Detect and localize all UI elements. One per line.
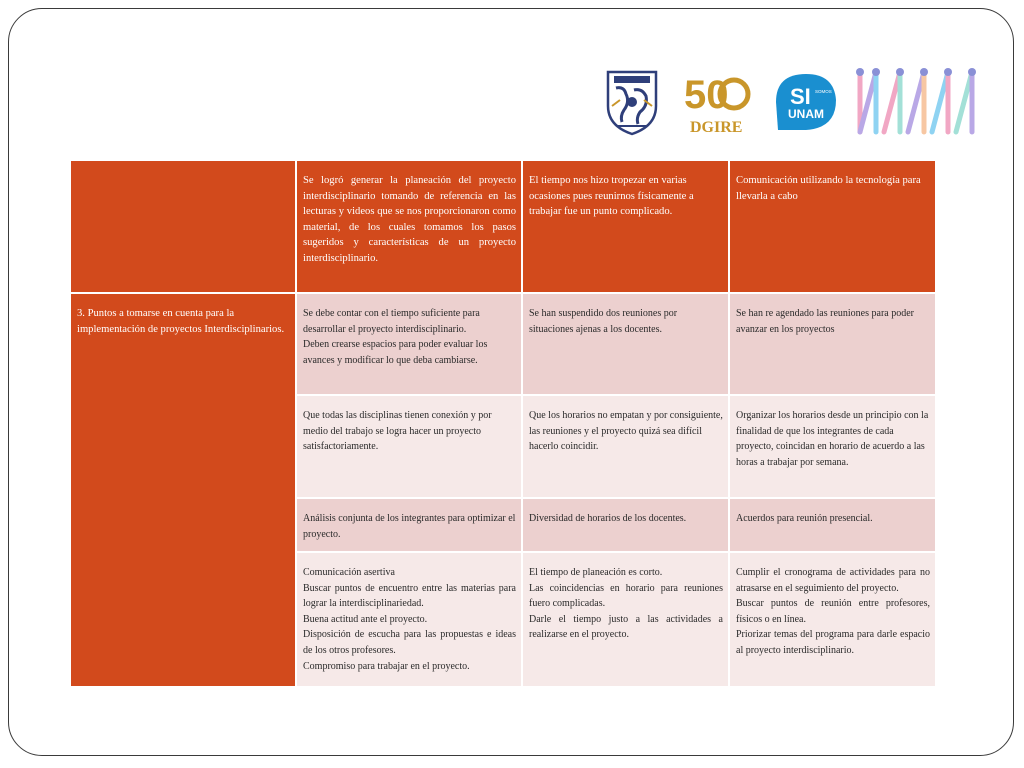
cell-line: Se han suspendido dos reuniones por situaciones ajenas a los docentes. xyxy=(529,308,678,335)
dgire-50-logo-icon xyxy=(678,66,754,136)
table-cell xyxy=(522,498,729,552)
cell-line: El tiempo de planeación es corto. xyxy=(529,567,663,578)
cell-line: Acuerdos para reunión presencial. xyxy=(736,513,873,524)
table-header-row xyxy=(70,160,936,293)
table-cell xyxy=(729,498,936,552)
unam-crest-logo-icon xyxy=(600,66,664,136)
table-row xyxy=(70,293,936,395)
si-main-text: SI xyxy=(790,84,811,109)
table-cell xyxy=(296,395,522,498)
cell-line: Comunicación asertiva xyxy=(303,567,395,578)
cell-line: Disposición de escucha para las propuestas e ideas de los otros profesores. xyxy=(303,629,516,656)
color-stripes-logo-icon xyxy=(854,66,984,136)
table-cell xyxy=(729,552,936,687)
table-cell xyxy=(296,293,522,395)
cell-line: Buscar puntos de reunión entre profesores, físicos o en línea. xyxy=(736,598,930,625)
cell-line: Compromiso para trabajar en el proyecto. xyxy=(303,660,470,672)
logo-bar xyxy=(600,66,990,138)
header-cell-time: El tiempo nos hizo tropezar en varias ocasiones pues reunirnos físicamente a trabajar fue un punto complicado. xyxy=(522,160,729,293)
cell-line: Darle el tiempo justo a las actividades a realizarse en el proyecto. xyxy=(529,613,723,641)
cell-line: Análisis conjunta de los integrantes para optimizar el proyecto. xyxy=(303,513,516,540)
cell-line: Priorizar temas del programa para darle espacio al proyecto interdisciplinario. xyxy=(736,629,930,656)
cell-line: Organizar los horarios desde un principio con la finalidad de que los integrantes de cada proyecto, coincidan en horario de acuerdo a las horas a trabajar por semana. xyxy=(736,410,929,468)
cell-line: Las coincidencias en horario para reuniones fuero complicadas. xyxy=(529,582,723,610)
header-cell-communication: Comunicación utilizando la tecnología para llevarla a cabo xyxy=(729,160,936,293)
table-cell xyxy=(729,293,936,395)
cell-line: Cumplir el cronograma de actividades para no atrasarse en el seguimiento del proyecto. xyxy=(736,567,930,594)
dgire-text: DGIRE xyxy=(690,119,743,136)
cell-line: Deben crearse espacios para poder evaluar los avances y modificar lo que deba cambiarse. xyxy=(303,339,488,366)
si-small-text: SOMOS xyxy=(815,89,832,94)
table-cell xyxy=(729,395,936,498)
content-table xyxy=(69,159,937,688)
cell-line: Que todas las disciplinas tienen conexión y por medio del trabajo se logra hacer un proyecto satisfactoriamente. xyxy=(303,410,492,453)
si-bottom-text: UNAM xyxy=(788,107,824,121)
table-cell xyxy=(296,498,522,552)
si-somos-unam-logo-icon xyxy=(768,66,842,136)
table-cell xyxy=(522,293,729,395)
cell-line: Buscar puntos de encuentro entre las materias para lograr la interdisciplinariedad. xyxy=(303,582,516,610)
cell-line: Diversidad de horarios de los docentes. xyxy=(529,513,687,524)
section-label-cell: 3. Puntos a tomarse en cuenta para la implementación de proyectos Interdisciplinarios. xyxy=(70,293,296,687)
table-cell xyxy=(296,552,522,687)
header-cell-empty xyxy=(70,160,296,293)
header-cell-planning: Se logró generar la planeación del proyecto interdisciplinario tomando de referencia en las lecturas y videos que se nos proporcionaron como material, de los cuales tomamos los pasos sugeridos y características de un proyecto interdisciplinario. xyxy=(296,160,522,293)
cell-line: Se debe contar con el tiempo suficiente para desarrollar el proyecto interdisciplinario. xyxy=(303,308,480,335)
table-cell xyxy=(522,395,729,498)
table-cell xyxy=(522,552,729,687)
cell-line: Que los horarios no empatan y por consiguiente, las reuniones y el proyecto quizá sea difícil hacerlo coincidir. xyxy=(529,410,723,453)
cell-line: Buena actitud ante el proyecto. xyxy=(303,613,428,625)
cell-line: Se han re agendado las reuniones para poder avanzar en los proyectos xyxy=(736,308,914,335)
dgire-number: 50 xyxy=(684,73,729,117)
